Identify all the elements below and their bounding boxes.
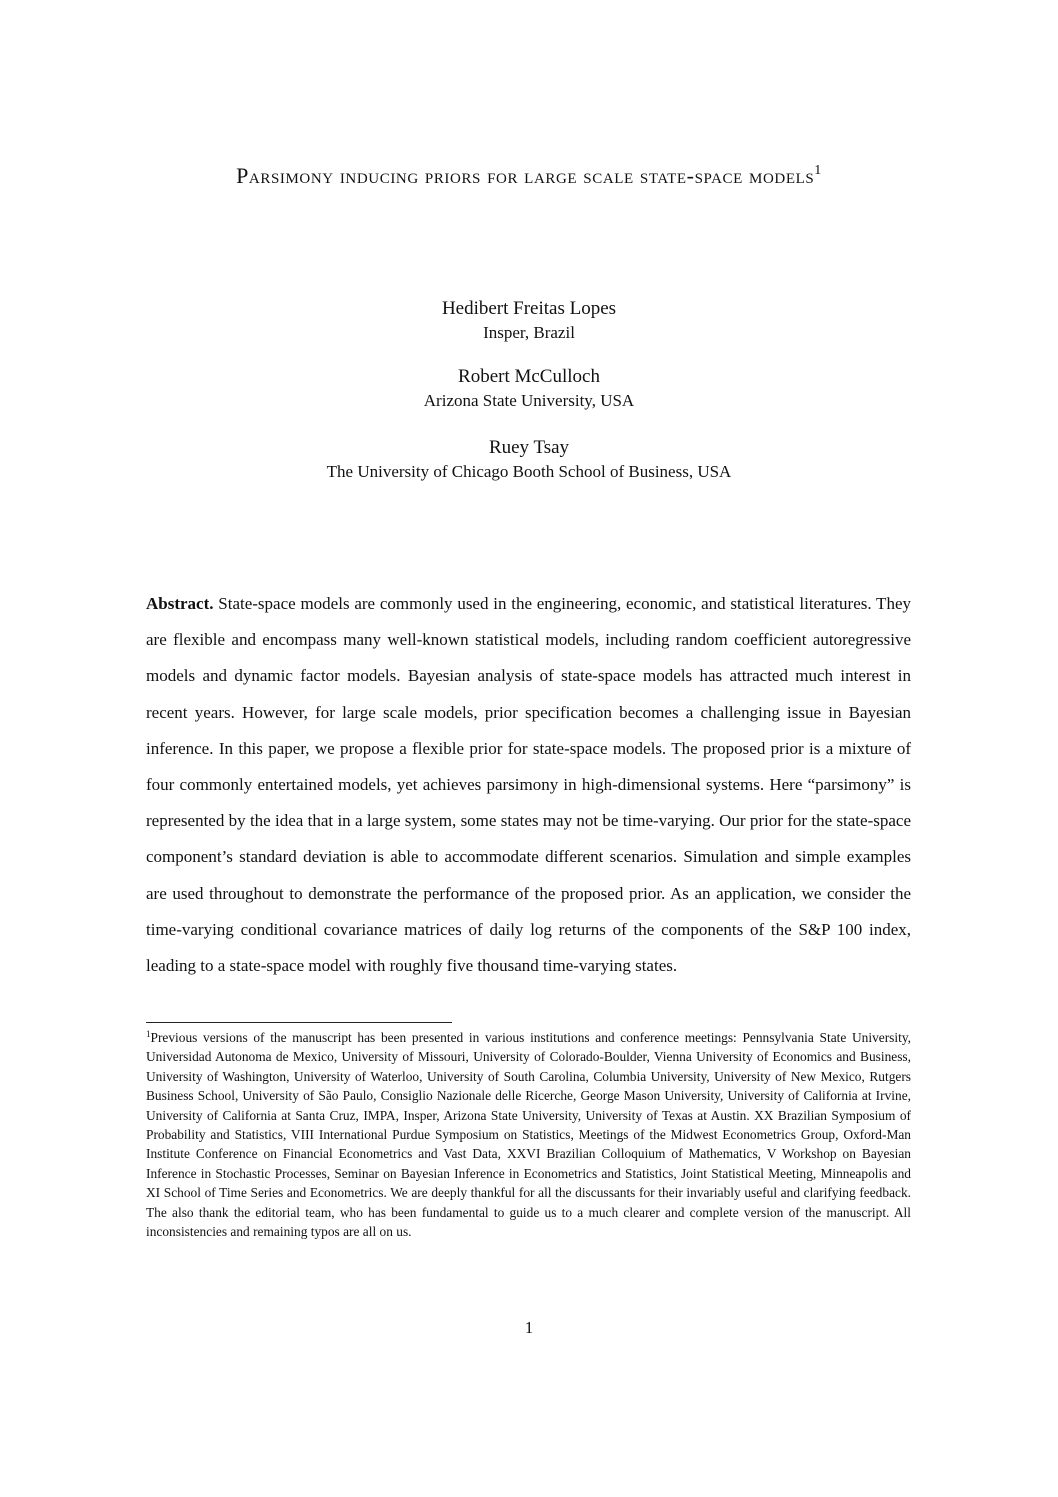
footnote-mark: 1 (146, 1029, 151, 1039)
author-affiliation: Insper, Brazil (483, 323, 575, 342)
author-block-1 (120, 297, 938, 345)
abstract-text: State-space models are commonly used in the engineering, economic, and statistical literatures. They are flexible and encompass many well-known statistical models, including random coefficient autoregressive models and dynamic factor models. Bayesian analysis of state-space models has attracted much interest in recent years. However, for large scale models, prior specification becomes a challenging issue in Bayesian inference. In this paper, we propose a flexible prior for state-space models. The proposed prior is a mixture of four commonly entertained models, yet achieves parsimony in high-dimensional systems. Here “parsimony” is represented by the idea that in a large system, some states may not be time-varying. Our prior for the state-space component’s standard deviation is able to accommodate different scenarios. Simulation and simple examples are used throughout to demonstrate the performance of the proposed prior. As an application, we consider the time-varying conditional covariance matrices of daily log returns of the components of the S&P 100 index, leading to a state-space model with roughly five thousand time-varying states. (146, 594, 911, 976)
author-name: Robert McCulloch (458, 366, 600, 387)
abstract (146, 586, 911, 984)
footnote-divider (146, 1022, 452, 1023)
author-affiliation: Arizona State University, USA (423, 391, 635, 410)
author-name: Ruey Tsay (488, 437, 570, 458)
paper-title (120, 160, 938, 192)
footnote (146, 1028, 911, 1241)
page-number: 1 (524, 1318, 534, 1337)
title-footnote-mark: 1 (814, 163, 822, 178)
paper-title-text: Parsimony inducing priors for large scale state-space models (236, 163, 815, 188)
footnote-text: Previous versions of the manuscript has been presented in various institutions and conference meetings: Pennsylvania State University, Universidad Autonoma de Mexico, University of Missouri, University of Colorado-Boulder, Vienna University of Economics and Business, University of Washington, University of Waterloo, University of South Carolina, Columbia University, University of New Mexico, Rutgers Business School, University of São Paulo, Consiglio Nazionale delle Ricerche, George Mason University, University of California at Irvine, University of California at Santa Cruz, IMPA, Insper, Arizona State University, University of Texas at Austin. XX Brazilian Symposium of Probability and Statistics, VIII International Purdue Symposium on Statistics, Meetings of the Midwest Econometrics Group, Oxford-Man Institute Conference on Financial Econometrics and Vast Data, XXVI Brazilian Colloquium of Mathematics, V Workshop on Bayesian Inference in Stochastic Processes, Seminar on Bayesian Inference in Econometrics and Statistics, Joint Statistical Meeting, Minneapolis and XI School of Time Series and Econometrics. We are deeply thankful for all the discussants for their invariably useful and clarifying feedback. The also thank the editorial team, who has been fundamental to guide us to a much clearer and complete version of the manuscript. All inconsistencies and remaining typos are all on us. (146, 1030, 911, 1240)
author-block-3 (120, 436, 938, 484)
author-block-2 (120, 365, 938, 413)
author-name: Hedibert Freitas Lopes (441, 298, 617, 319)
author-affiliation: The University of Chicago Booth School of Business, USA (326, 462, 732, 481)
abstract-label: Abstract. (146, 594, 214, 613)
